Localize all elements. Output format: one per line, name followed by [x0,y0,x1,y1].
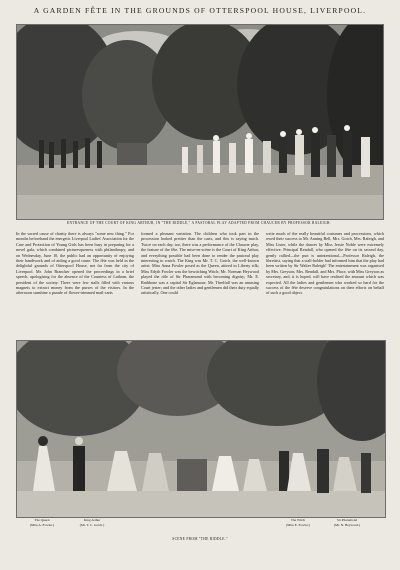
figure-labels [16,518,384,534]
figure-actor: (Miss E. Fowler.) [286,522,310,527]
figure-role: The Witch [290,518,306,522]
article-column-1: In the sacred cause of charity there is always "some new thing." For months beforehand the energetic Liverpool Ladies' Association for the Care and Protection of Young Girls has been busy in preparing for a novel gala, which combined picturesqueness with philanthropy, and on Wednesday, June 10, the public had an opportunity of enjoying their handiwork and of aiding a good cause. The fête was held in the delightful grounds of Otterspool House, not far from the city of Liverpool. Mr. John Brancker opened the proceedings in a brief speech, apologising for the absence of the Countess of Lathom, the president of the society. There were few stalls filled with various magnets to extract money from the purses of the visitors. In the afternoon sunshine a parade of flower-trimmed mail-carts [16,231,134,296]
figure-actor: (Miss A. Fowler.) [30,522,54,527]
figure-label-sir-pharamond [322,518,372,527]
figure-role: King Arthur [83,518,101,522]
page-title: A GARDEN FÊTE IN THE GROUNDS OF OTTERSPOOL HOUSE, LIVERPOOL. [33,6,367,15]
caption-top: ENTRANCE OF THE COURT OF KING ARTHUR, IN "THE RIDDLE," A PASTORAL PLAY ADAPTED FROM CHAUCER BY PROFESSOR RALEIGH. [66,221,332,225]
figure-actor: (Mr. T. C. Gotch.) [79,522,105,527]
figure-actor: (Mr. N. Heywood.) [333,522,361,527]
article-body [16,231,384,331]
article-column-2: formed a pleasant variation. The children who took part in the procession looked prettier than the carts, and this is saying much. Twice on each day, too, there was a performance of the Chaucer play, the feature of the fête. The mise-en-scène is the Court of King Arthur, and everything possible had been done to render the pastoral play interesting to watch. The King was Mr. T. C. Gotch, the well-known artist; Miss Anna Fowler posed as the Queen, attired in Liberty silk; Miss Edyth Fowler was the bewitching Witch; Mr. Norman Heywood played the rôle of Sir Pharamond with becoming dignity; Mr. E. Rathbone was a capital Sir Eglamour; Mr. Threlfall was an amusing Court jester; and the other ladies and gentlemen did their duty equally artistically. One could [141,231,259,296]
figure-label-queen [22,518,62,527]
caption-bottom: SCENE FROM "THE RIDDLE." [172,537,228,541]
figure-role: The Queen [34,518,50,522]
article-column-3: write much of the really beautiful costumes and processions, which owed their success to Mr. Anning Bell, Mrs. Gotch, Mrs. Raleigh, and Miss Lister, while the dances by Miss Jessie Noble were extremely effective. Principal Rendall, who opened the fête on its second day, gently rallied—the pun is unintentional—Professor Raleigh, the librettist, saying that a stall-holder had informed him that the play had been written by Sir Walter Raleigh! The entertainment was organised by Mrs. Greyson, Mrs. Rendall, and Mrs. Place, with Miss Greyson as secretary, and, it is hoped, will have realised the amount which was expected. All the ladies and gentlemen who worked so hard for the success of the fête deserve congratulations on their efforts on behalf of such a good object. [266,231,384,296]
engraving-riddle-scene [16,340,386,518]
figure-role: Sir Pharamond [336,518,358,522]
figure-label-witch [278,518,318,527]
engraving-court-entrance [16,24,384,220]
figure-label-king-arthur [70,518,114,527]
